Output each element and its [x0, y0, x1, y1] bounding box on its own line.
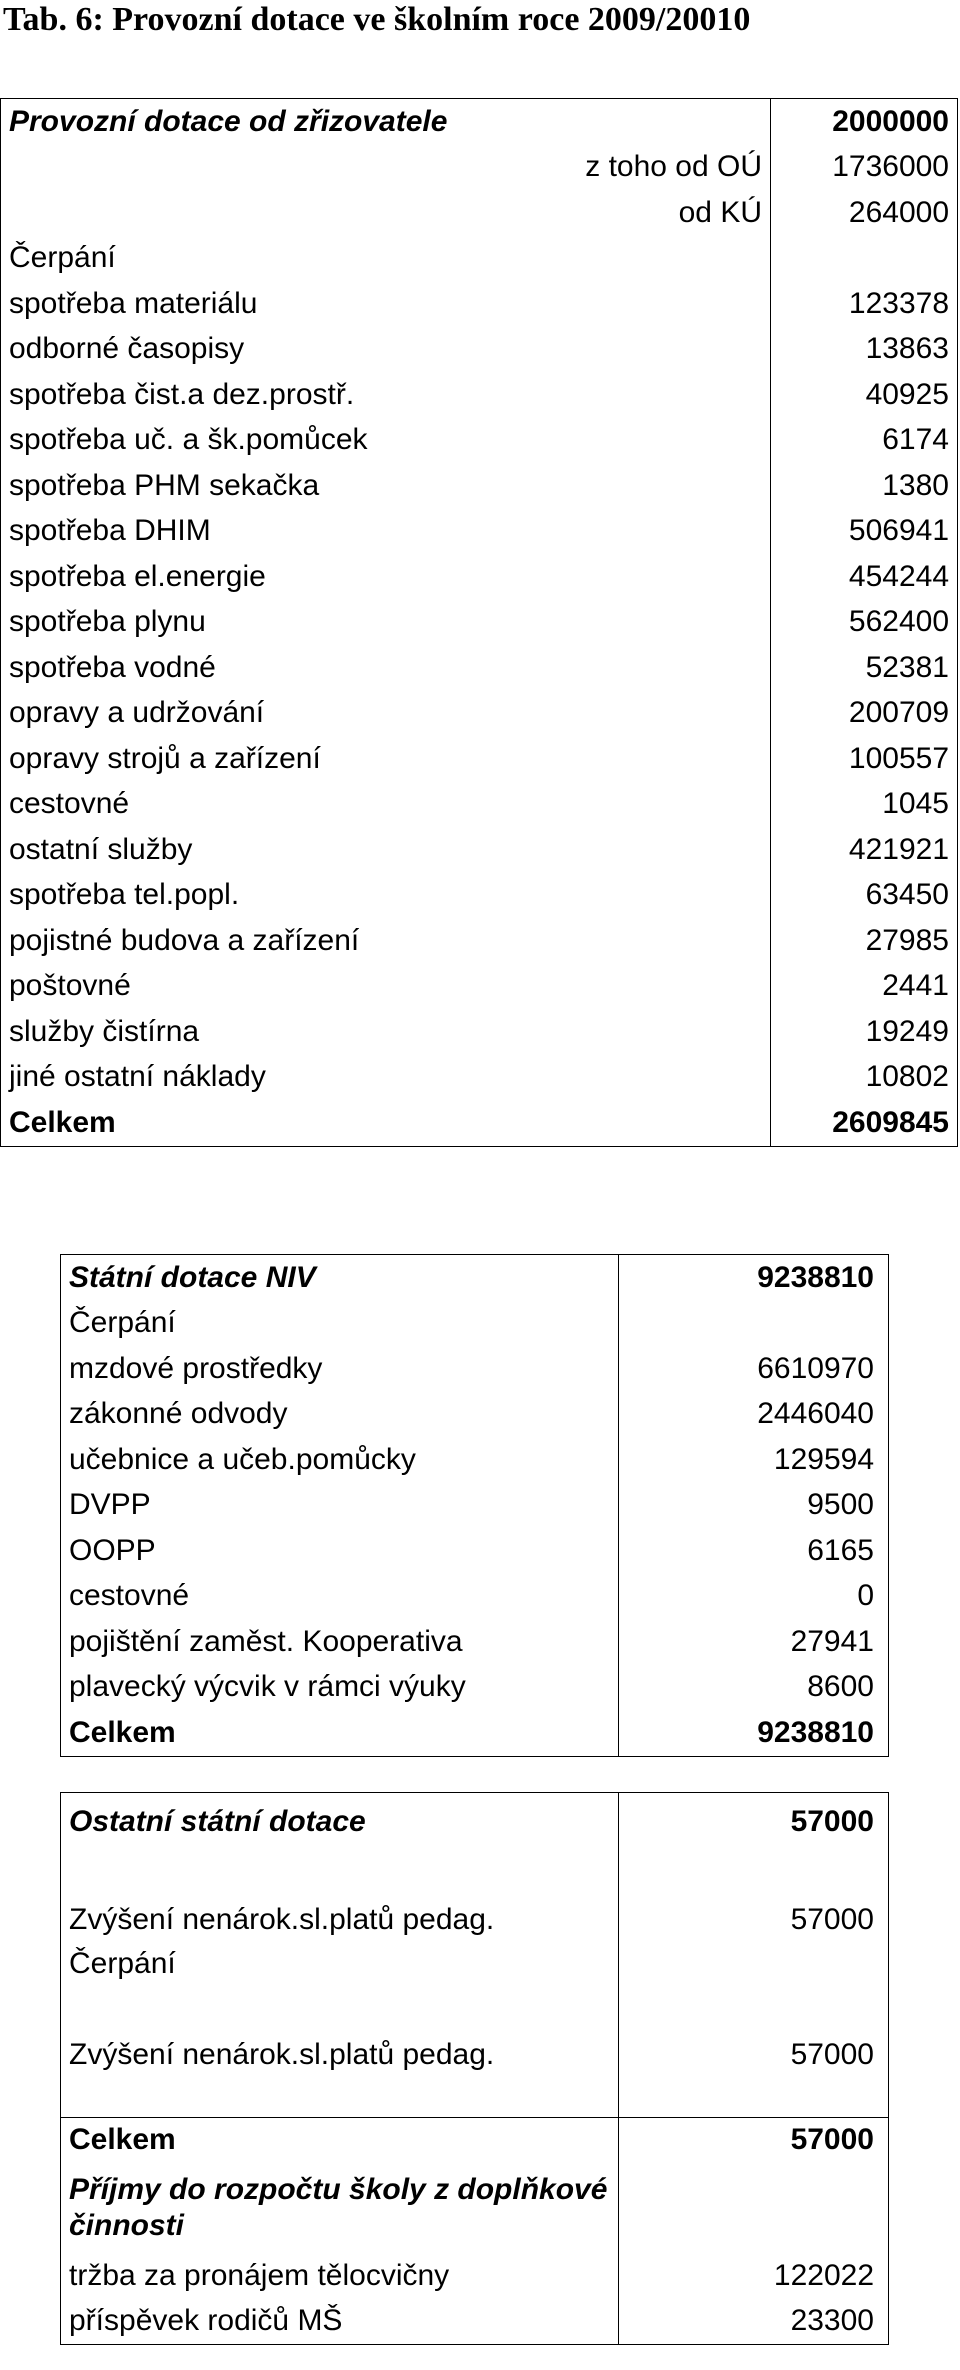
row-label	[61, 2077, 619, 2118]
row-value: 6174	[771, 418, 958, 464]
table-row	[61, 1346, 889, 1392]
row-value: 2441	[771, 964, 958, 1010]
table-row	[61, 2253, 889, 2299]
row-value: 2000000	[771, 99, 958, 145]
row-label: spotřeba DHIM	[1, 509, 771, 555]
row-label: OOPP	[61, 1528, 619, 1574]
row-value: 1736000	[771, 145, 958, 191]
row-label: mzdové prostředky	[61, 1346, 619, 1392]
row-label: pojištění zaměst. Kooperativa	[61, 1619, 619, 1665]
row-label: spotřeba vodné	[1, 645, 771, 691]
row-label: plavecký výcvik v rámci výuky	[61, 1665, 619, 1711]
row-value: 506941	[771, 509, 958, 555]
row-value: 1380	[771, 463, 958, 509]
table-row	[1, 190, 958, 236]
table-row	[1, 509, 958, 555]
row-value: 57000	[619, 1987, 889, 2077]
row-label: Celkem	[61, 1710, 619, 1756]
row-label: z toho od OÚ	[1, 145, 771, 191]
table-row	[61, 1665, 889, 1711]
row-label: Čerpání	[61, 1301, 619, 1347]
table-row-empty	[61, 2077, 889, 2118]
table-row	[1, 281, 958, 327]
row-label: Čerpání	[61, 1941, 619, 1987]
table-row	[61, 1987, 889, 2077]
row-label: pojistné budova a zařízení	[1, 918, 771, 964]
row-value: 562400	[771, 600, 958, 646]
row-label: spotřeba PHM sekačka	[1, 463, 771, 509]
row-value: 6165	[619, 1528, 889, 1574]
row-label: spotřeba materiálu	[1, 281, 771, 327]
row-label: ostatní služby	[1, 827, 771, 873]
row-label: služby čistírna	[1, 1009, 771, 1055]
row-label: učebnice a učeb.pomůcky	[61, 1437, 619, 1483]
table-row	[61, 1437, 889, 1483]
table-row	[1, 964, 958, 1010]
row-label: odborné časopisy	[1, 327, 771, 373]
row-value: 9238810	[619, 1710, 889, 1756]
table-row	[1, 600, 958, 646]
row-label: Zvýšení nenárok.sl.platů pedag.	[61, 1851, 619, 1941]
row-label: opravy a udržování	[1, 691, 771, 737]
row-value: 2446040	[619, 1392, 889, 1438]
row-value: 2609845	[771, 1100, 958, 1146]
row-label: Státní dotace NIV	[61, 1255, 619, 1301]
row-value: 421921	[771, 827, 958, 873]
row-value: 122022	[619, 2253, 889, 2299]
row-label: spotřeba čist.a dez.prostř.	[1, 372, 771, 418]
row-label: Provozní dotace od zřizovatele	[1, 99, 771, 145]
row-value	[771, 236, 958, 282]
table-row	[1, 691, 958, 737]
table-row	[61, 1255, 889, 1301]
table-row	[1, 918, 958, 964]
state-subsidy-niv-table	[60, 1254, 889, 1757]
table-row	[1, 782, 958, 828]
row-label: Zvýšení nenárok.sl.platů pedag.	[61, 1987, 619, 2077]
row-value: 40925	[771, 372, 958, 418]
row-value	[619, 2077, 889, 2118]
row-value: 0	[619, 1574, 889, 1620]
table-row	[61, 1574, 889, 1620]
table-row	[61, 2163, 889, 2253]
row-label: spotřeba tel.popl.	[1, 873, 771, 919]
row-value: 129594	[619, 1437, 889, 1483]
row-label: cestovné	[61, 1574, 619, 1620]
row-value: 8600	[619, 1665, 889, 1711]
row-value: 57000	[619, 2117, 889, 2163]
table-row	[1, 145, 958, 191]
table-row	[61, 2299, 889, 2345]
row-value: 6610970	[619, 1346, 889, 1392]
table-title: Tab. 6: Provozní dotace ve školním roce 2009/20010	[3, 1, 751, 38]
row-value: 100557	[771, 736, 958, 782]
table-row	[1, 99, 958, 145]
row-label: Příjmy do rozpočtu školy z doplňkové činnosti	[61, 2163, 619, 2253]
table-row	[61, 1483, 889, 1529]
row-label: DVPP	[61, 1483, 619, 1529]
row-value: 63450	[771, 873, 958, 919]
table-row-total	[61, 1710, 889, 1756]
row-value: 23300	[619, 2299, 889, 2345]
row-label: spotřeba plynu	[1, 600, 771, 646]
row-label: Ostatní státní dotace	[61, 1793, 619, 1852]
row-value	[619, 1941, 889, 1987]
table-row	[1, 418, 958, 464]
table-row	[61, 1301, 889, 1347]
table-row	[61, 1619, 889, 1665]
row-value: 57000	[619, 1851, 889, 1941]
table-row	[1, 827, 958, 873]
row-value: 200709	[771, 691, 958, 737]
table-row	[1, 372, 958, 418]
row-value: 9500	[619, 1483, 889, 1529]
other-state-subsidy-table	[60, 1792, 889, 2345]
row-value: 13863	[771, 327, 958, 373]
table-row	[1, 645, 958, 691]
row-value: 264000	[771, 190, 958, 236]
table-row-total	[1, 1100, 958, 1146]
row-label: Celkem	[61, 2117, 619, 2163]
row-label: tržba za pronájem tělocvičny	[61, 2253, 619, 2299]
row-value: 19249	[771, 1009, 958, 1055]
row-value: 10802	[771, 1055, 958, 1101]
table-row	[61, 1851, 889, 1941]
table-row	[1, 327, 958, 373]
row-value: 57000	[619, 1793, 889, 1852]
table-row	[1, 873, 958, 919]
table-row	[1, 1009, 958, 1055]
table-row	[61, 1793, 889, 1852]
row-value: 454244	[771, 554, 958, 600]
table-row	[61, 1528, 889, 1574]
table-row	[61, 1392, 889, 1438]
row-label: od KÚ	[1, 190, 771, 236]
row-value: 27941	[619, 1619, 889, 1665]
table-row	[1, 1055, 958, 1101]
table-row	[1, 554, 958, 600]
row-value	[619, 1301, 889, 1347]
row-label: cestovné	[1, 782, 771, 828]
row-label: spotřeba el.energie	[1, 554, 771, 600]
operating-subsidy-table	[0, 98, 958, 1147]
row-label: příspěvek rodičů MŠ	[61, 2299, 619, 2345]
row-label: opravy strojů a zařízení	[1, 736, 771, 782]
table-row	[1, 463, 958, 509]
row-value: 9238810	[619, 1255, 889, 1301]
row-label: zákonné odvody	[61, 1392, 619, 1438]
table-row	[1, 236, 958, 282]
table-row	[1, 736, 958, 782]
row-value: 27985	[771, 918, 958, 964]
row-label: Čerpání	[1, 236, 771, 282]
table-row	[61, 1941, 889, 1987]
row-label: jiné ostatní náklady	[1, 1055, 771, 1101]
row-value: 123378	[771, 281, 958, 327]
row-label: poštovné	[1, 964, 771, 1010]
row-value	[619, 2163, 889, 2253]
row-value: 1045	[771, 782, 958, 828]
table-row-total	[61, 2117, 889, 2163]
row-label: spotřeba uč. a šk.pomůcek	[1, 418, 771, 464]
row-label: Celkem	[1, 1100, 771, 1146]
row-value: 52381	[771, 645, 958, 691]
